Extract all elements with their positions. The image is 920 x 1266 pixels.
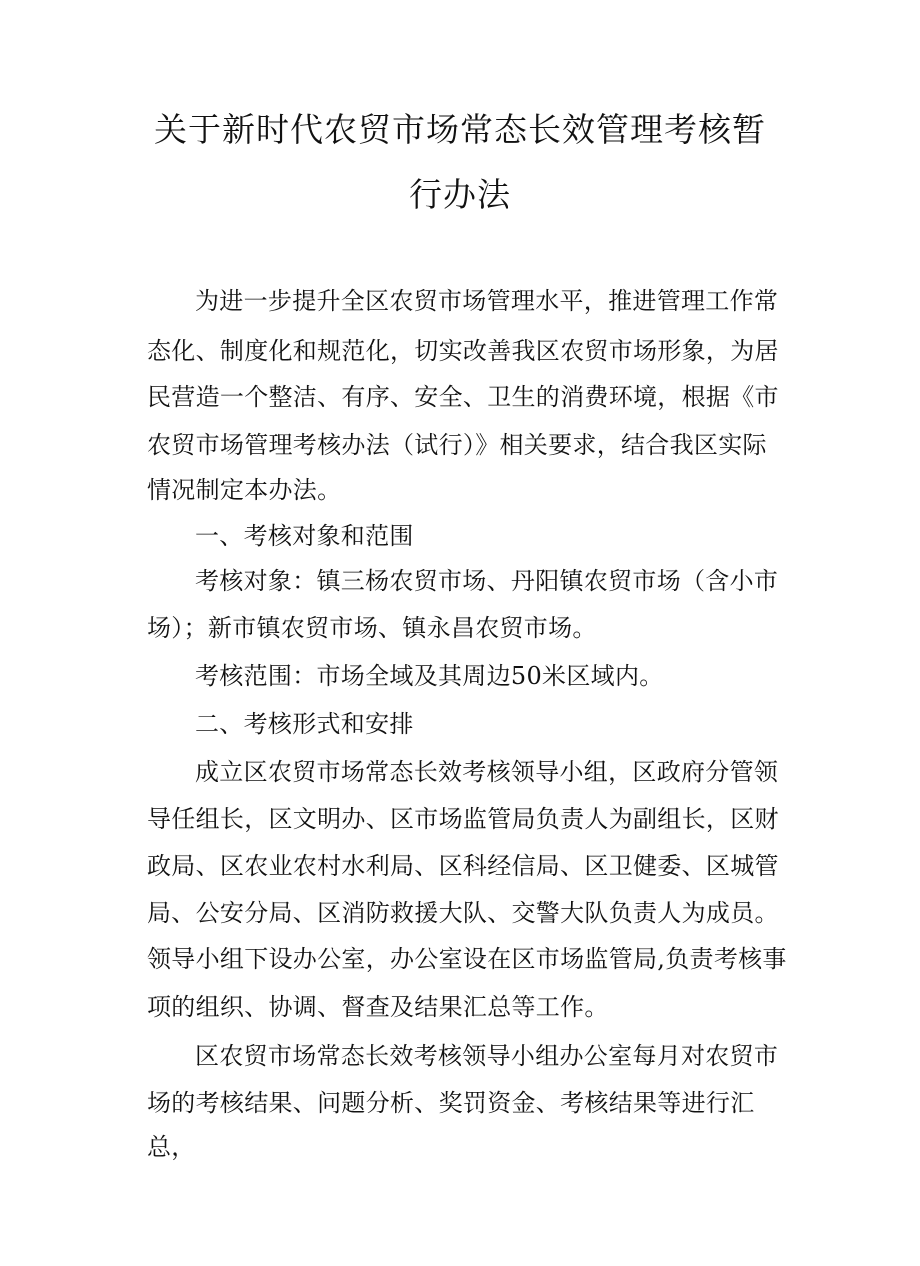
body-line: 场）；新市镇农贸市场、镇永昌农贸市场。 (147, 614, 597, 642)
body-line: 考核对象：镇三杨农贸市场、丹阳镇农贸市场（含小市 (195, 567, 779, 595)
body-line: 政局、区农业农村水利局、区科经信局、区卫健委、区城管 (147, 852, 779, 880)
section-heading: 二、考核形式和安排 (195, 710, 414, 738)
document-title-line-1: 关于新时代农贸市场常态长效管理考核暂 (154, 110, 766, 149)
body-line: 农贸市场管理考核办法（试行）》相关要求，结合我区实际 (147, 431, 767, 459)
body-line: 情况制定本办法。 (147, 476, 342, 504)
body-line: 项的组织、协调、督查及结果汇总等工作。 (147, 993, 609, 1021)
body-line: 导任组长，区文明办、区市场监管局负责人为副组长，区财 (147, 805, 779, 833)
body-line: 民营造一个整洁、有序、安全、卫生的消费环境，根据《市 (147, 383, 779, 411)
body-line: 领导小组下设办公室，办公室设在区市场监管局,负责考核事 (147, 945, 787, 973)
document-title-line-2: 行办法 (409, 175, 511, 214)
body-line: 局、公安分局、区消防救援大队、交警大队负责人为成员。 (147, 899, 779, 927)
body-line: 考核范围：市场全域及其周边50米区域内。 (195, 662, 664, 690)
body-line: 态化、制度化和规范化，切实改善我区农贸市场形象，为居 (147, 337, 779, 365)
body-line: 区农贸市场常态长效考核领导小组办公室每月对农贸市 (195, 1042, 779, 1070)
body-line: 成立区农贸市场常态长效考核领导小组，区政府分管领 (195, 758, 779, 786)
section-heading: 一、考核对象和范围 (195, 522, 414, 550)
body-line: 为进一步提升全区农贸市场管理水平，推进管理工作常 (195, 287, 779, 315)
body-line: 场的考核结果、问题分析、奖罚资金、考核结果等进行汇 (147, 1089, 755, 1117)
body-line: 总， (147, 1133, 196, 1161)
